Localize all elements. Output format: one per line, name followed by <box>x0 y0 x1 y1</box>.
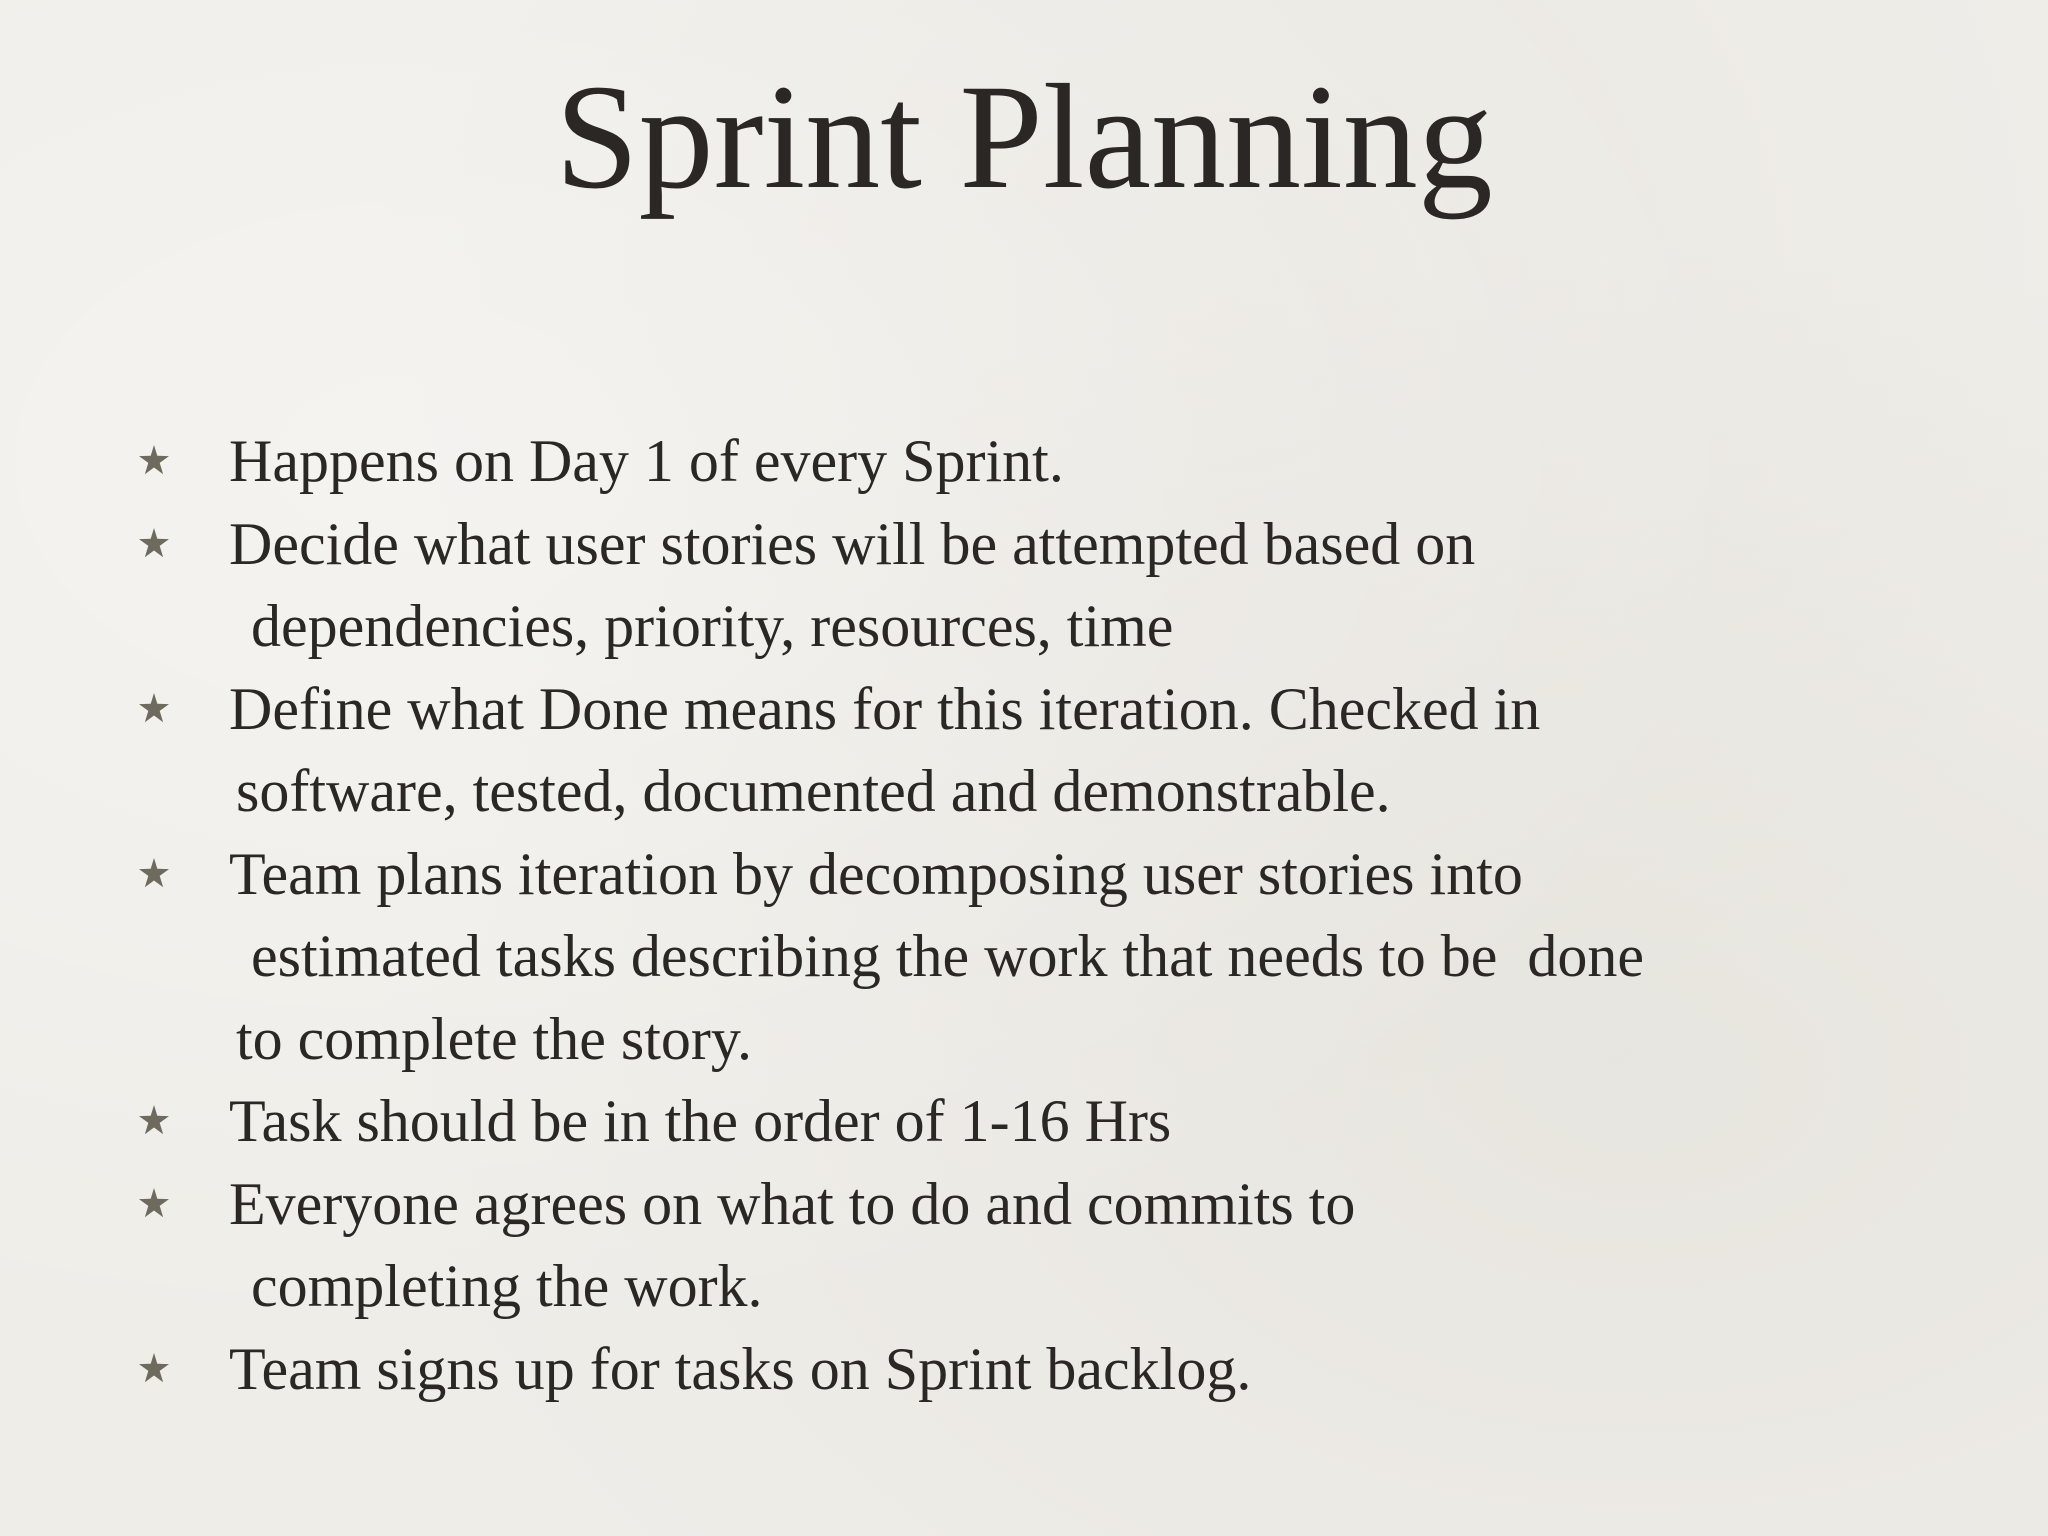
bullet-text: Happens on Day 1 of every Sprint. <box>229 428 1064 494</box>
bullet-item <box>130 1080 1980 1163</box>
star-bullet-icon <box>136 525 172 561</box>
bullet-text: Everyone agrees on what to do and commits to <box>229 1170 1356 1237</box>
bullet-text-continuation: estimated tasks describing the work that needs to be done <box>251 923 1644 989</box>
bullet-item <box>130 668 1980 833</box>
bullet-text: Define what Done means for this iteration. Checked in <box>229 675 1541 742</box>
star-bullet-icon <box>136 1350 172 1386</box>
star-bullet-icon <box>136 855 172 891</box>
bullet-text: Team plans iteration by decomposing user stories into <box>229 840 1523 907</box>
bullet-text-continuation: software, tested, documented and demonstrable. <box>236 758 1391 824</box>
bullet-item <box>130 1328 1980 1411</box>
star-bullet-icon <box>136 1102 172 1138</box>
bullet-item <box>130 420 1980 503</box>
bullet-text-continuation: dependencies, priority, resources, time <box>251 593 1174 659</box>
bullet-text-continuation: completing the work. <box>251 1253 763 1319</box>
bullet-text-continuation: to complete the story. <box>236 1005 752 1072</box>
bullet-text: Decide what user stories will be attempted based on <box>229 510 1476 577</box>
bullet-item <box>130 1163 1980 1328</box>
bullet-text: Team signs up for tasks on Sprint backlog. <box>229 1335 1252 1402</box>
slide-title: Sprint Planning <box>555 54 1493 220</box>
star-bullet-icon <box>136 1185 172 1221</box>
bullet-text: Task should be in the order of 1-16 Hrs <box>229 1088 1172 1154</box>
bullet-item <box>130 833 1980 1081</box>
star-bullet-icon <box>136 690 172 726</box>
bullet-item <box>130 503 1980 668</box>
bullet-list <box>130 420 1980 1410</box>
star-bullet-icon <box>136 442 172 478</box>
